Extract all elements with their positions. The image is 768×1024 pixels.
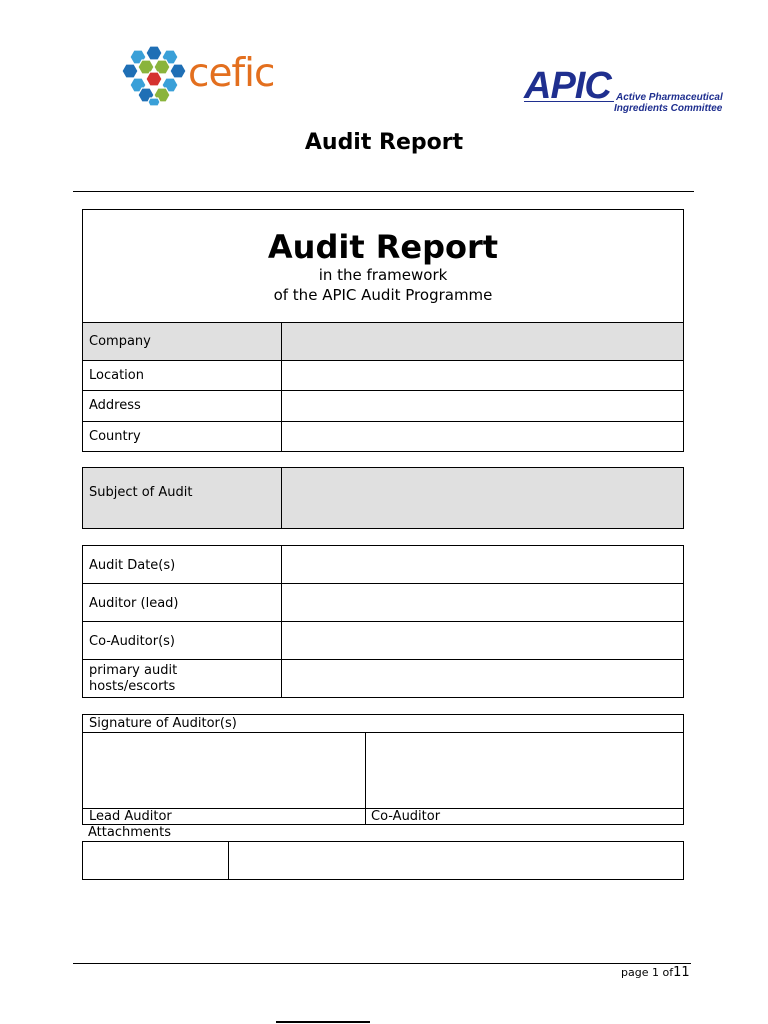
- audit-hosts-label-2: hosts/escorts: [89, 679, 176, 694]
- co-auditor-caption-cell: [365, 808, 684, 825]
- signature-heading-cell: [82, 714, 684, 733]
- bottom-rule: [276, 1021, 370, 1023]
- audit-hosts-label-1: primary audit: [89, 663, 178, 678]
- cefic-wordmark: cefic: [188, 51, 275, 96]
- audit-date-field[interactable]: [281, 545, 684, 584]
- lead-auditor-signature-field[interactable]: [82, 732, 366, 809]
- report-subtitle-2: of the APIC Audit Programme: [273, 286, 493, 304]
- report-header-box: [82, 209, 684, 323]
- lead-auditor-caption: Lead Auditor: [89, 809, 172, 824]
- company-label-cell: [82, 322, 282, 361]
- company-label: Company: [89, 334, 151, 349]
- co-auditor-label: Co-Auditor(s): [89, 634, 175, 649]
- attachment-col2-field[interactable]: [228, 841, 684, 880]
- location-label: Location: [89, 368, 144, 383]
- page-title: Audit Report: [304, 130, 464, 155]
- attachment-col1-field[interactable]: [82, 841, 229, 880]
- location-label-cell: [82, 360, 282, 391]
- audit-date-label: Audit Date(s): [89, 558, 176, 573]
- report-subtitle-1: in the framework: [318, 266, 448, 284]
- page-total: 11: [673, 965, 690, 980]
- apic-wordmark: APIC: [524, 65, 611, 107]
- subject-label: Subject of Audit: [89, 485, 193, 500]
- apic-tagline-2: Ingredients Committee: [614, 103, 723, 114]
- country-label-cell: [82, 421, 282, 452]
- subject-label-cell: [82, 467, 282, 529]
- company-field[interactable]: [281, 322, 684, 361]
- lead-auditor-label: Auditor (lead): [89, 596, 179, 611]
- country-field[interactable]: [281, 421, 684, 452]
- signature-heading: Signature of Auditor(s): [89, 716, 237, 731]
- lead-auditor-label-cell: [82, 583, 282, 622]
- footer-rule: [73, 963, 691, 964]
- co-auditor-signature-field[interactable]: [365, 732, 684, 809]
- address-label-cell: [82, 390, 282, 422]
- co-auditor-caption: Co-Auditor: [371, 809, 441, 824]
- lead-auditor-caption-cell: [82, 808, 366, 825]
- address-label: Address: [89, 398, 141, 413]
- page-number: 1: [651, 966, 659, 979]
- page-indicator: [621, 966, 690, 980]
- apic-tagline-1: Active Pharmaceutical: [616, 92, 723, 103]
- audit-hosts-field[interactable]: [281, 659, 684, 698]
- country-label: Country: [89, 429, 141, 444]
- location-field[interactable]: [281, 360, 684, 391]
- attachments-heading: Attachments: [88, 825, 171, 840]
- subject-field[interactable]: [281, 467, 684, 529]
- lead-auditor-field[interactable]: [281, 583, 684, 622]
- report-title: Audit Report: [267, 228, 499, 266]
- apic-underline: [524, 101, 614, 102]
- co-auditor-field[interactable]: [281, 621, 684, 660]
- co-auditor-label-cell: [82, 621, 282, 660]
- header-rule: [73, 191, 694, 192]
- audit-hosts-label-cell: [82, 659, 282, 698]
- audit-date-label-cell: [82, 545, 282, 584]
- of-word: of: [662, 966, 674, 979]
- cefic-hexagon-icon: [120, 44, 190, 108]
- address-field[interactable]: [281, 390, 684, 422]
- page-word: page: [621, 966, 649, 979]
